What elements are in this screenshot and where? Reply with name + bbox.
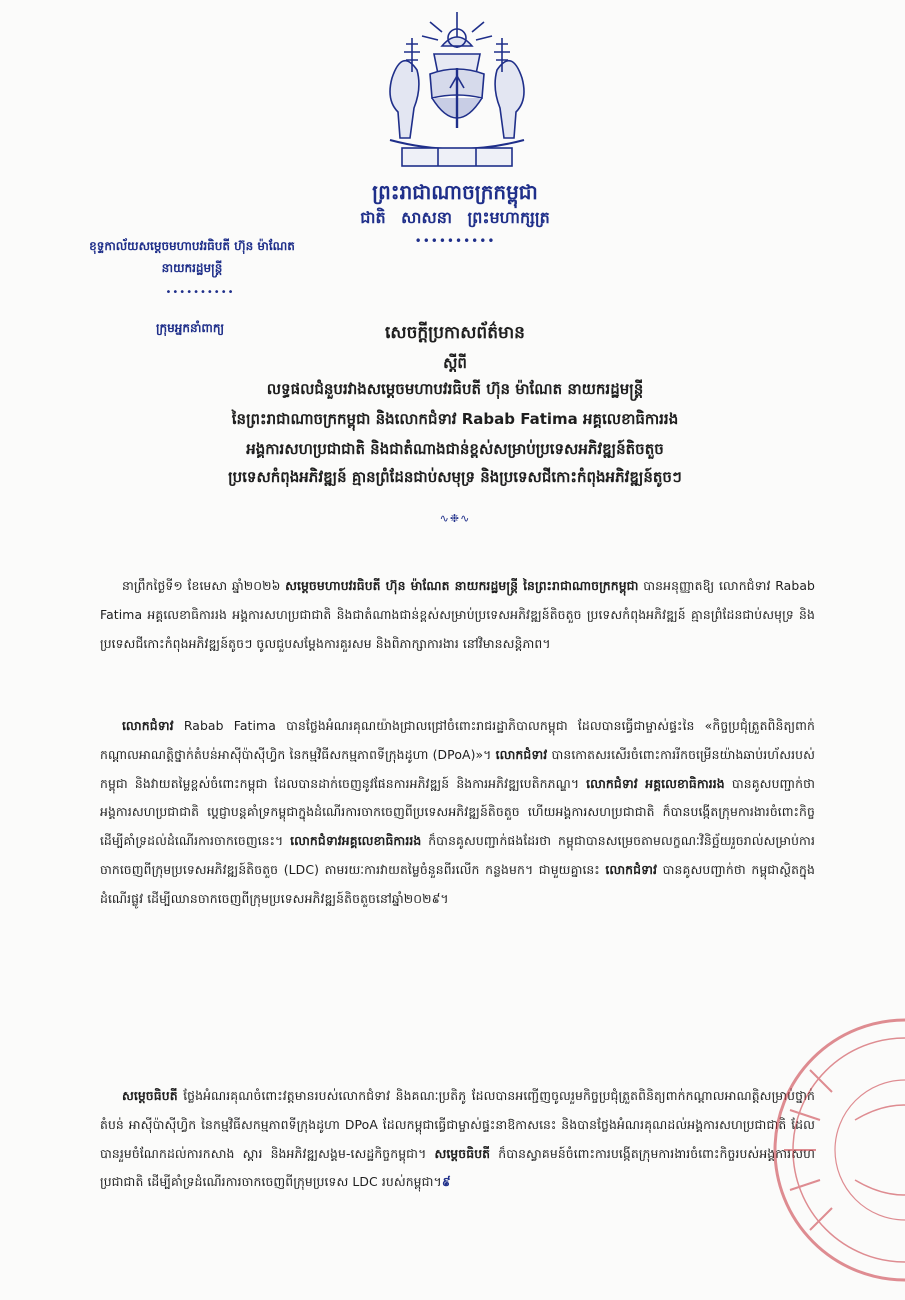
paragraph-2 xyxy=(100,712,815,914)
headline-line-2: នៃព្រះរាជាណាចក្រកម្ពុជា និងលោកជំទាវ Rabab Fatima អគ្គលេខាធិការរង xyxy=(231,410,679,428)
national-motto: ជាតិ សាសនា ព្រះមហាក្សត្រ xyxy=(360,208,550,227)
p1-bold: សម្តេចមហាបវរធិបតី ហ៊ុន ម៉ាណែត នាយករដ្ឋមន្ត្រី នៃព្រះរាជាណាចក្រកម្ពុជា xyxy=(285,578,639,593)
headline-line-3: អង្គការសហប្រជាជាតិ និងជាតំណាងជាន់ខ្ពស់សម្រាប់ប្រទេសអភិវឌ្ឍន៍តិចតួច xyxy=(246,440,664,458)
p2-bold-1: លោកជំទាវ xyxy=(122,718,174,733)
paragraph-1 xyxy=(100,572,815,658)
spokespersons-unit: ក្រុមអ្នកនាំពាក្យ xyxy=(155,321,225,335)
p2-bold-5: លោកជំទាវ xyxy=(605,861,658,877)
royal-emblem-icon xyxy=(372,8,542,173)
paragraph-3 xyxy=(100,1082,815,1197)
p2-text-2: បានកោតសរសើរចំពោះការរីកចម្រើនយ៉ាងឆាប់រហ័សរបស់កម្ពុជា និងវាយតម្លៃខ្ពស់ចំពោះកម្ពុជា ដែលបានដាក់ចេញនូវផែនការអភិវឌ្ឍន៍ និងការអភិវឌ្ឍបេតិកភណ្ឌ។ xyxy=(100,746,815,791)
page-mark: ៩ xyxy=(441,1174,451,1190)
p2-text-3: បានគូសបញ្ជាក់ថា អង្គការសហប្រជាជាតិ ប្តេជ្ញាបន្តគាំទ្រកម្ពុជាក្នុងដំណើរការចាកចេញពីប្រទេសអភិវឌ្ឍន៍តិចតួច ហើយអង្គការសហប្រជាជាតិ ក៏បានបង្កើតក្រុមការងារចំពោះកិច្ច ដើម្បីគាំទ្រដល់ដំណើរការចាកចេញនេះ។ xyxy=(100,775,815,849)
p2-text-4: ក៏បានគូសបញ្ជាក់ផងដែរថា កម្ពុជាបានសម្រេចតាមលក្ខណៈវិនិច្ឆ័យរួចរាល់សម្រាប់ការចាកចេញពីក្រុមប្រទេសអភិវឌ្ឍន៍តិចតួច (LDC) តាមរយៈការវាយតម្លៃចំនួនពីរលើក កន្លងមក។ ជាមួយគ្នានេះ xyxy=(100,833,815,877)
p1-rest: បានអនុញ្ញាតឱ្យ លោកជំទាវ Rabab Fatima អគ្គលេខាធិការរង អង្គការសហប្រជាជាតិ និងជាតំណាងជាន់ខ្ពស់សម្រាប់ប្រទេសអភិវឌ្ឍន៍តិចតួច ប្រទេសកំពុងអភិវឌ្ឍន៍ គ្មានព្រំដែនជាប់សមុទ្រ និងប្រទេសជីកោះកំពុងអភិវឌ្ឍន៍តូចៗ ចូលជួបសម្តែងការគួរសម និងពិភាក្សាការងារ នៅវិមានសន្តិភាព។ xyxy=(100,578,815,651)
p1-lead: នាព្រឹកថ្ងៃទី១ ខែមេសា ឆ្នាំ២០២៦ xyxy=(122,578,286,593)
p3-text-2: ក៏បានស្វាគមន៍ចំពោះការបង្កើតក្រុមការងារចំពោះកិច្ចរបស់អង្គការសហប្រជាជាតិ ដើម្បីគាំទ្រដំណើរការចាកចេញពីក្រុមប្រទេស LDC របស់កម្ពុជា។ xyxy=(100,1145,815,1190)
p2-bold-3: លោកជំទាវ អគ្គលេខាធិការរង xyxy=(586,775,725,791)
headline-line-1: លទ្ធផលជំនួបរវាងសម្តេចមហាបវរធិបតី ហ៊ុន ម៉ាណែត នាយករដ្ឋមន្ត្រី xyxy=(266,380,644,398)
motto-ornament: •••••••••• xyxy=(414,234,496,248)
headline-line-4: ប្រទេសកំពុងអភិវឌ្ឍន៍ គ្មានព្រំដែនជាប់សមុទ្រ និងប្រទេសជីកោះកំពុងអភិវឌ្ឍន៍តូចៗ xyxy=(228,468,682,486)
p2-bold-4: លោកជំទាវអគ្គលេខាធិការរង xyxy=(290,833,422,849)
p3-bold-2: សម្តេចធិបតី xyxy=(434,1145,491,1161)
document-title: សេចក្តីប្រកាសព័ត៌មាន xyxy=(385,323,525,343)
p2-bold-2: លោកជំទាវ xyxy=(495,746,548,762)
office-title: នាយករដ្ឋមន្ត្រី xyxy=(161,261,223,275)
official-seal-icon xyxy=(760,1000,905,1300)
kingdom-title: ព្រះរាជាណាចក្រកម្ពុជា xyxy=(372,180,538,204)
p3-text-1: ថ្លែងអំណរគុណចំពោះវត្តមានរបស់លោកជំទាវ និងគណៈប្រតិភូ ដែលបានអញ្ជើញចូលរួមកិច្ចប្រជុំត្រួតពិនិត្យពាក់កណ្តាលអាណត្តិសម្រាប់ថ្នាក់តំបន់ អាស៊ីប៉ាស៊ីហ្វិក នៃកម្មវិធីសកម្មភាពទីក្រុងដូហា DPoA ដែលកម្ពុជាធ្វើជាម្ចាស់ផ្ទះនាឱកាសនេះ និងបានថ្លែងអំណរគុណដល់អង្គការសហប្រជាជាតិ ដែលបានរួមចំណែកដល់ការកសាង ស្តារ និងអភិវឌ្ឍសង្គម-សេដ្ឋកិច្ចកម្ពុជា។ xyxy=(100,1088,815,1161)
office-name: ខុទ្ទកាល័យសម្តេចមហាបវរធិបតី ហ៊ុន ម៉ាណែត xyxy=(89,239,295,253)
title-ornament: ∿❉∿ xyxy=(439,512,471,525)
p2-text-1: Rabab Fatima បានថ្លែងអំណរគុណយ៉ាងជ្រាលជ្រៅចំពោះរាជរដ្ឋាភិបាលកម្ពុជា ដែលបានធ្វើជាម្ចាស់ផ្ទះនៃ «កិច្ចប្រជុំត្រួតពិនិត្យពាក់កណ្តាលអាណត្តិថ្នាក់តំបន់អាស៊ីប៉ាស៊ីហ្វិក នៃកម្មវិធីសកម្មភាពទីក្រុងដូហា (DPoA)»។ xyxy=(100,718,815,762)
document-subtitle: ស្តីពី xyxy=(443,354,467,372)
p3-bold-1: សម្តេចធិបតី xyxy=(122,1088,178,1103)
p2-text-5: បានគូសបញ្ជាក់ថា កម្ពុជាស្ថិតក្នុងដំណើរផ្លូវ ដើម្បីឈានចាកចេញពីក្រុមប្រទេសអភិវឌ្ឍន៍តិចតួចនៅឆ្នាំ២០២៩។ xyxy=(100,861,815,906)
office-ornament: •••••••••• xyxy=(165,287,235,298)
